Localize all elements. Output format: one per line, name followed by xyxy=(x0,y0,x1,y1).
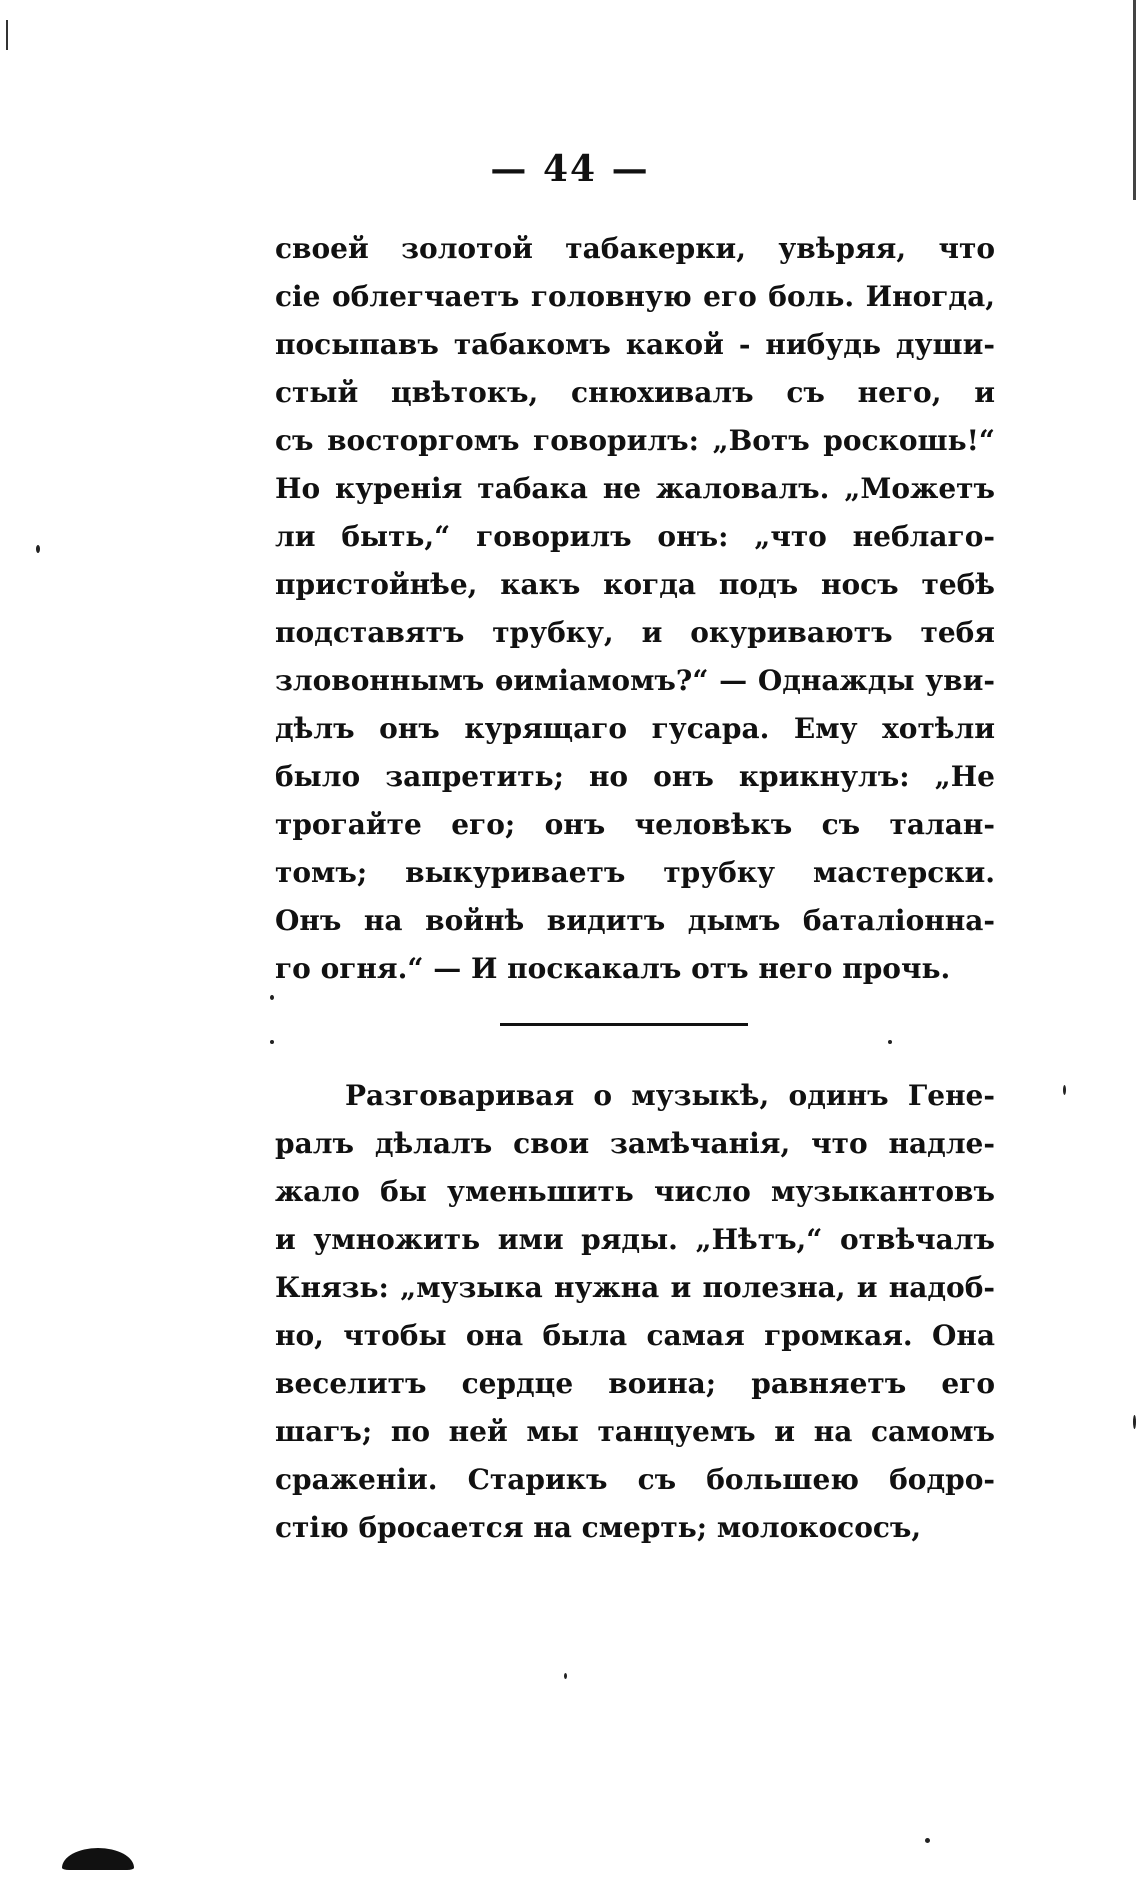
text-line: но, чтобы она была самая громкая. Она xyxy=(275,1319,995,1352)
scan-speck xyxy=(888,1040,892,1044)
text-line: сіе облегчаетъ головную его боль. Иногда, xyxy=(275,280,995,313)
text-line: томъ; выкуриваетъ трубку мастерски. xyxy=(275,856,995,889)
scan-speck xyxy=(1133,1415,1136,1429)
scan-speck xyxy=(270,995,274,1000)
section-divider xyxy=(500,1023,748,1026)
text-line: Но куренія табака не жаловалъ. „Можетъ xyxy=(275,472,995,505)
text-line: пристойнѣе, какъ когда подъ носъ тебѣ xyxy=(275,568,995,601)
text-line: своей золотой табакерки, увѣряя, что xyxy=(275,232,995,265)
text-line: жало бы уменьшить число музыкантовъ xyxy=(275,1175,995,1208)
text-line: стый цвѣтокъ, снюхивалъ съ него, и xyxy=(275,376,995,409)
scan-speck xyxy=(925,1838,930,1843)
page-number: — 44 — xyxy=(490,148,650,190)
paragraph-2 xyxy=(275,1072,995,1552)
scan-edge-left xyxy=(6,20,8,50)
text-line: Разговаривая о музыкѣ, одинъ Гене- xyxy=(345,1079,995,1112)
scan-speck xyxy=(564,1673,567,1679)
text-line: посыпавъ табакомъ какой - нибудь души- xyxy=(275,328,995,361)
scan-speck xyxy=(1063,1085,1066,1095)
scan-speck xyxy=(36,545,40,553)
text-line: стію бросается на смерть; молокососъ, xyxy=(275,1511,922,1544)
text-line: Князь: „музыка нужна и полезна, и надоб- xyxy=(275,1271,995,1304)
text-line: го огня.“ — И поскакалъ отъ него прочь. xyxy=(275,952,951,985)
text-line: было запретить; но онъ крикнулъ: „Не xyxy=(275,760,995,793)
paragraph-1 xyxy=(275,225,995,993)
ink-blot xyxy=(62,1848,134,1870)
text-line: веселитъ сердце воина; равняетъ его xyxy=(275,1367,995,1400)
text-line: дѣлъ онъ курящаго гусара. Ему хотѣли xyxy=(275,712,995,745)
text-line: зловоннымъ ѳиміамомъ?“ — Однажды уви- xyxy=(275,664,995,697)
text-line: ралъ дѣлалъ свои замѣчанія, что надле- xyxy=(275,1127,995,1160)
text-line: ли быть,“ говорилъ онъ: „что неблаго- xyxy=(275,520,995,553)
text-line: съ восторгомъ говорилъ: „Вотъ роскошь!“ xyxy=(275,424,995,457)
text-line: сраженіи. Старикъ съ большею бодро- xyxy=(275,1463,995,1496)
text-line: подставятъ трубку, и окуриваютъ тебя xyxy=(275,616,995,649)
text-line: трогайте его; онъ человѣкъ съ талан- xyxy=(275,808,995,841)
scan-speck xyxy=(270,1040,274,1044)
text-line: Онъ на войнѣ видитъ дымъ баталіонна- xyxy=(275,904,995,937)
text-line: шагъ; по ней мы танцуемъ и на самомъ xyxy=(275,1415,995,1448)
text-line: и умножить ими ряды. „Нѣтъ,“ отвѣчалъ xyxy=(275,1223,995,1256)
